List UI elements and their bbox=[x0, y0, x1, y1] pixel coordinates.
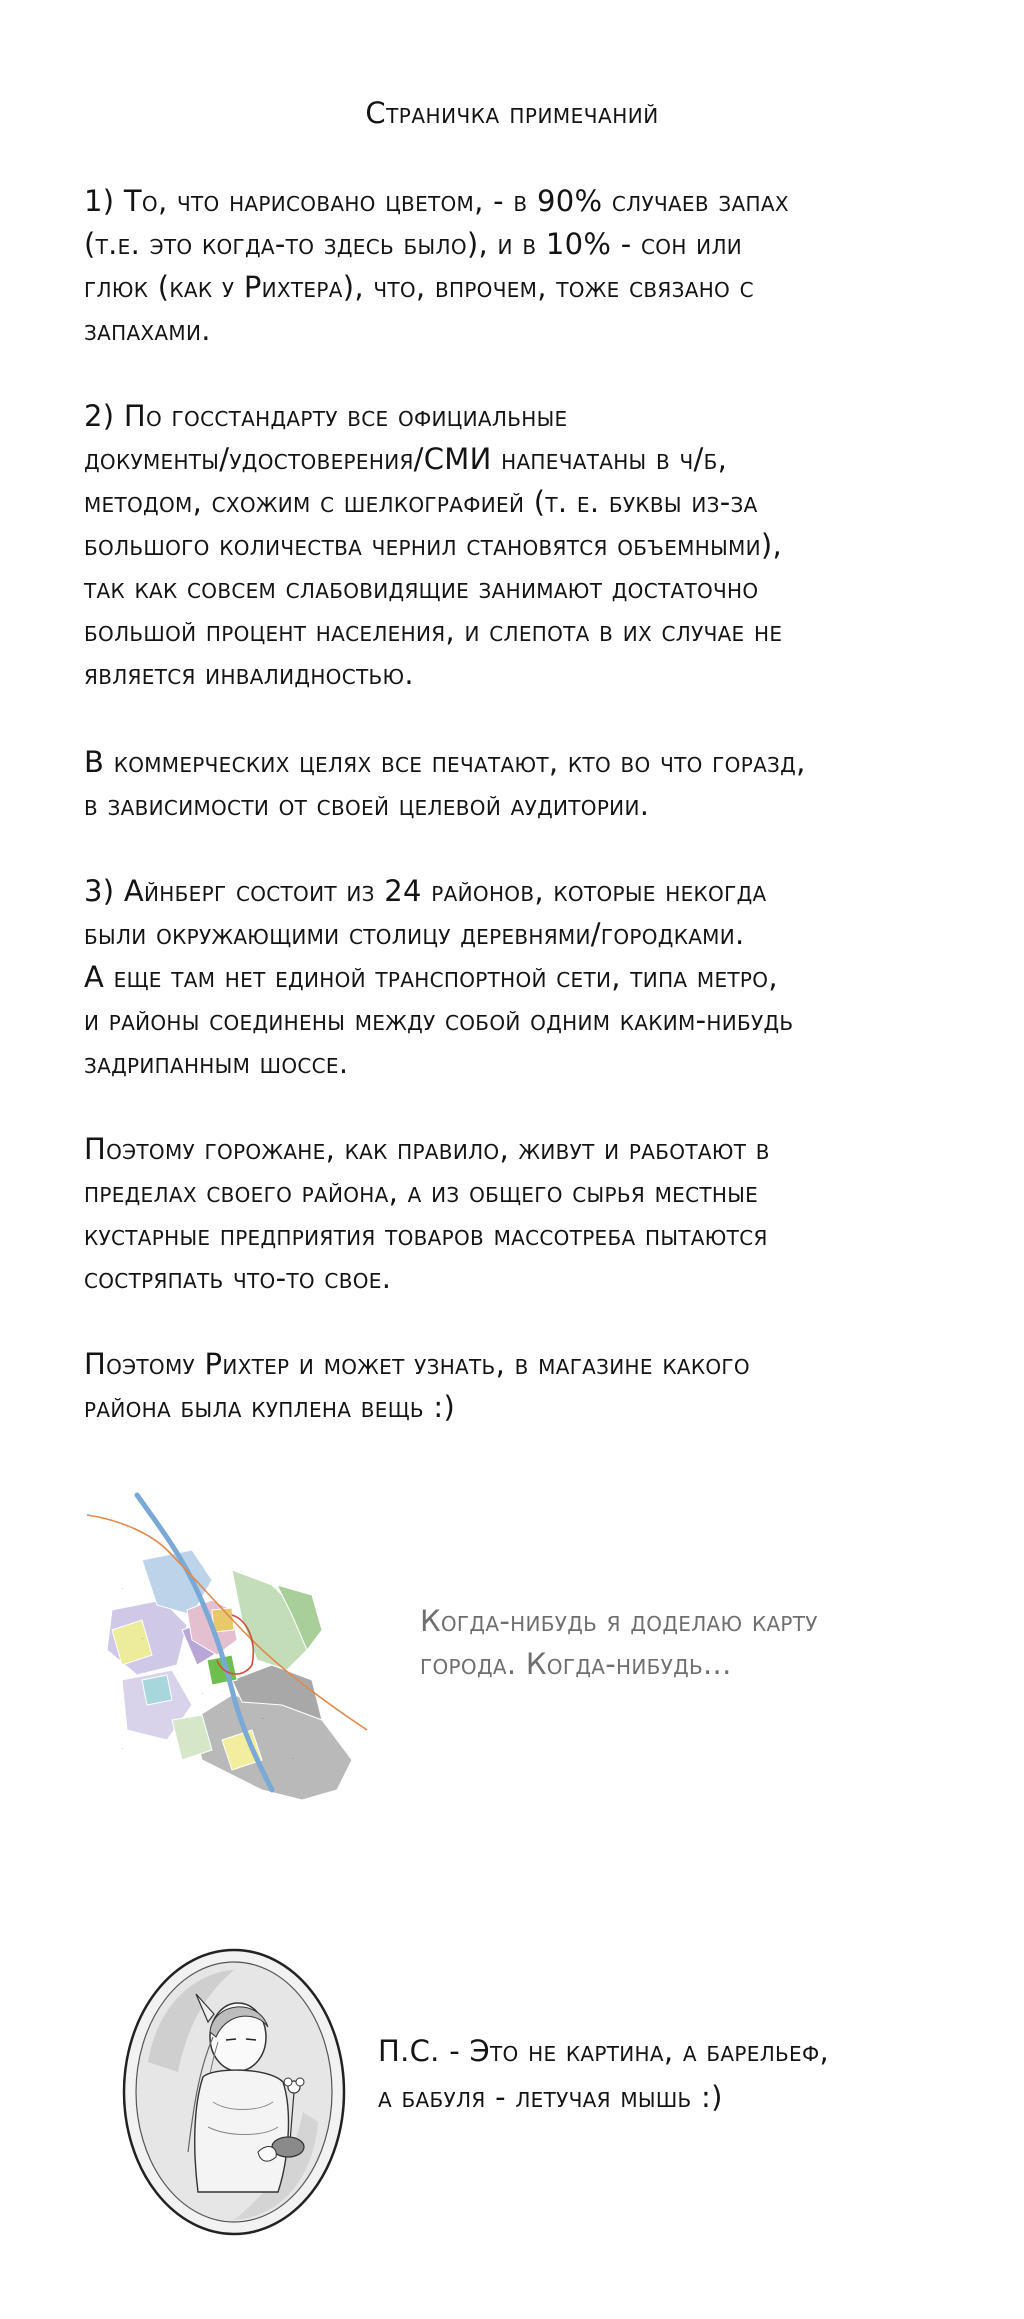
map-label: · bbox=[142, 1636, 144, 1642]
map-label: · bbox=[292, 1756, 294, 1762]
map-caption: Когда-нибудь я доделаю карту города. Когда-нибудь... bbox=[420, 1604, 818, 1681]
city-map-image bbox=[82, 1490, 372, 1815]
note-paragraph-4: 3) Айнберг состоит из 24 районов, которые некогда были окружающими столицу деревнями/городками. А еще там нет единой транспортной сети, типа метро, и районы соединены между собой одним каким-нибудь задрипанным шоссе. bbox=[84, 874, 794, 1080]
bas-relief-drawing bbox=[118, 1942, 350, 2242]
bas-relief-image bbox=[118, 1942, 350, 2242]
map-district-cyan bbox=[142, 1675, 172, 1705]
city-map-drawing bbox=[82, 1490, 372, 1815]
map-label: · bbox=[202, 1691, 204, 1697]
map-label: · bbox=[262, 1716, 264, 1722]
note-paragraph-3: В коммерческих целях все печатают, кто во что горазд, в зависимости от своей целевой аудитории. bbox=[84, 745, 806, 822]
map-label: · bbox=[122, 1586, 124, 1592]
note-paragraph-5: Поэтому горожане, как правило, живут и работают в пределах своего района, а из общего сырья местные кустарные предприятия товаров массотребa пытаются состряпать что-то свое. bbox=[84, 1132, 770, 1295]
note-paragraph-6: Поэтому Рихтер и может узнать, в магазине какого района была куплена вещь :) bbox=[84, 1347, 750, 1424]
map-district-grey bbox=[192, 1695, 352, 1800]
map-label: · bbox=[122, 1746, 124, 1752]
note-paragraph-1: 1) То, что нарисовано цветом, - в 90% случаев запах (т.е. это когда-то здесь было), и в 10% - сон или глюк (как у Рихтера), что, впрочем, тоже связано с запахами. bbox=[84, 184, 789, 347]
note-paragraph-2: 2) По госстандарту все официальные документы/удостоверения/СМИ напечатаны в ч/б, методом, схожим с шелкографией (т. е. буквы из-за большого количества чернил становятся объемными), так как совсем слабовидящие занимают достаточно большой процент населения, и слепота в их случае не является инвалидностью. bbox=[84, 399, 783, 691]
page-title: Страничка примечаний bbox=[365, 96, 659, 130]
ps-caption: П.С. - Это не картина, а барельеф, а бабуля - летучая мышь :) bbox=[378, 2034, 830, 2114]
